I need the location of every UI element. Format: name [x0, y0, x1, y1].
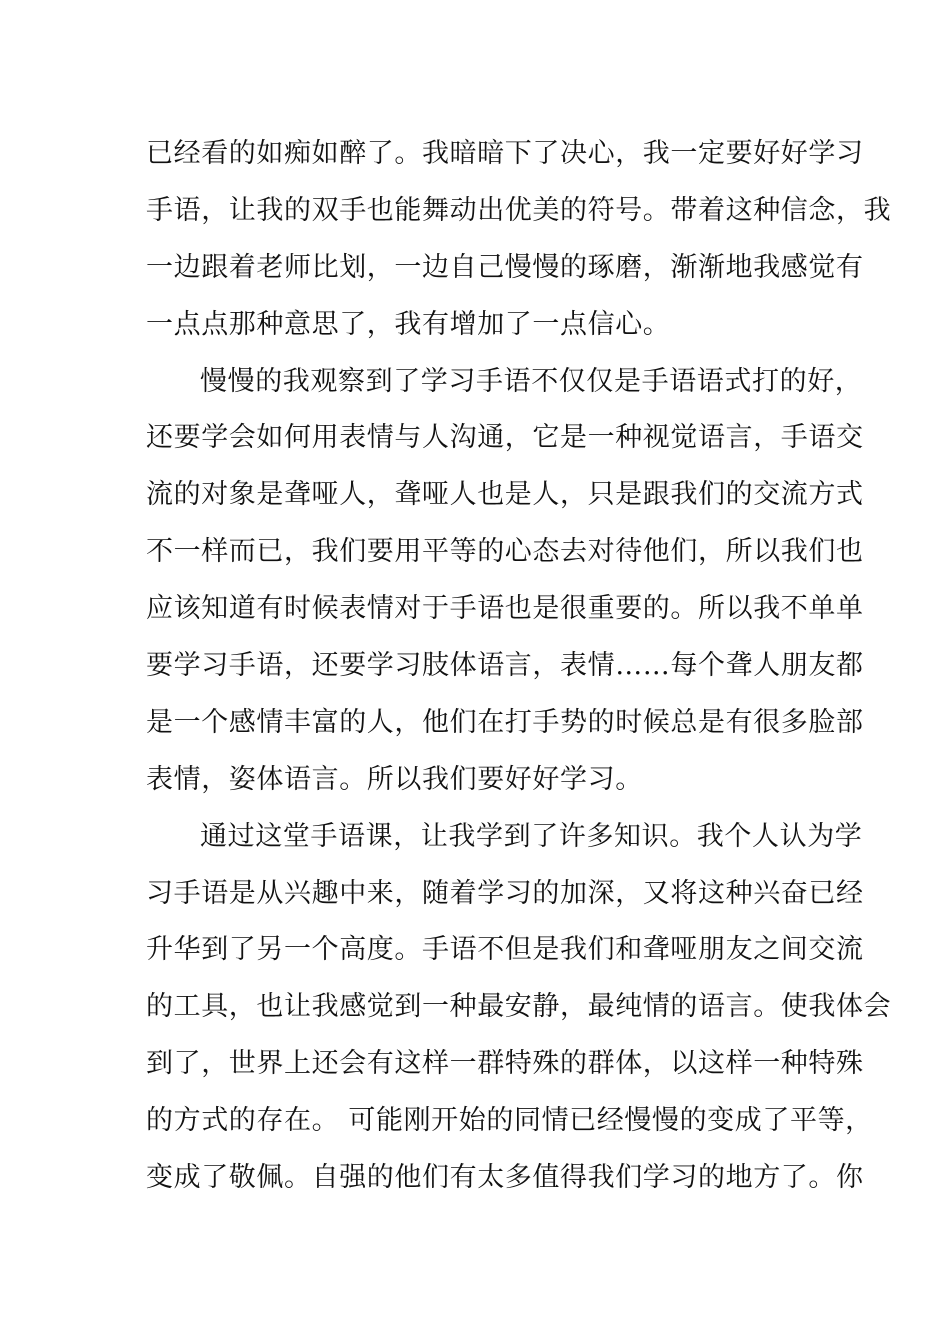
text-line: 到了，世界上还会有这样一群特殊的群体，以这样一种特殊 — [146, 1048, 864, 1080]
text-line: 升华到了另一个高度。手语不但是我们和聋哑朋友之间交流 — [146, 934, 864, 966]
text-line: 的工具，也让我感觉到一种最安静，最纯情的语言。使我体会 — [146, 991, 892, 1023]
text-line: 一边跟着老师比划，一边自己慢慢的琢磨，渐渐地我感觉有 — [146, 251, 864, 283]
text-line: 慢慢的我观察到了学习手语不仅仅是手语语式打的好， — [200, 365, 863, 397]
text-line: 表情，姿体语言。所以我们要好好学习。 — [146, 763, 643, 795]
text-line: 要学习手语，还要学习肢体语言，表情……每个聋人朋友都 — [146, 650, 864, 682]
text-line: 的方式的存在。 可能刚开始的同情已经慢慢的变成了平等， — [146, 1105, 873, 1137]
text-line: 手语，让我的双手也能舞动出优美的符号。带着这种信念，我 — [146, 194, 892, 226]
text-line: 习手语是从兴趣中来，随着学习的加深，又将这种兴奋已经 — [146, 877, 864, 909]
text-line: 还要学会如何用表情与人沟通，它是一种视觉语言，手语交 — [146, 422, 864, 454]
text-line: 一点点那种意思了，我有增加了一点信心。 — [146, 308, 671, 340]
text-line: 变成了敬佩。自强的他们有太多值得我们学习的地方了。你 — [146, 1162, 864, 1194]
text-line: 应该知道有时候表情对于手语也是很重要的。所以我不单单 — [146, 593, 864, 625]
text-line: 是一个感情丰富的人，他们在打手势的时候总是有很多脸部 — [146, 706, 864, 738]
body-text — [146, 126, 892, 1207]
text-line: 已经看的如痴如醉了。我暗暗下了决心，我一定要好好学习 — [146, 138, 864, 169]
text-line: 不一样而已，我们要用平等的心态去对待他们，所以我们也 — [146, 536, 864, 568]
text-line: 通过这堂手语课，让我学到了许多知识。我个人认为学 — [200, 820, 863, 852]
text-line: 流的对象是聋哑人，聋哑人也是人，只是跟我们的交流方式 — [146, 479, 864, 511]
